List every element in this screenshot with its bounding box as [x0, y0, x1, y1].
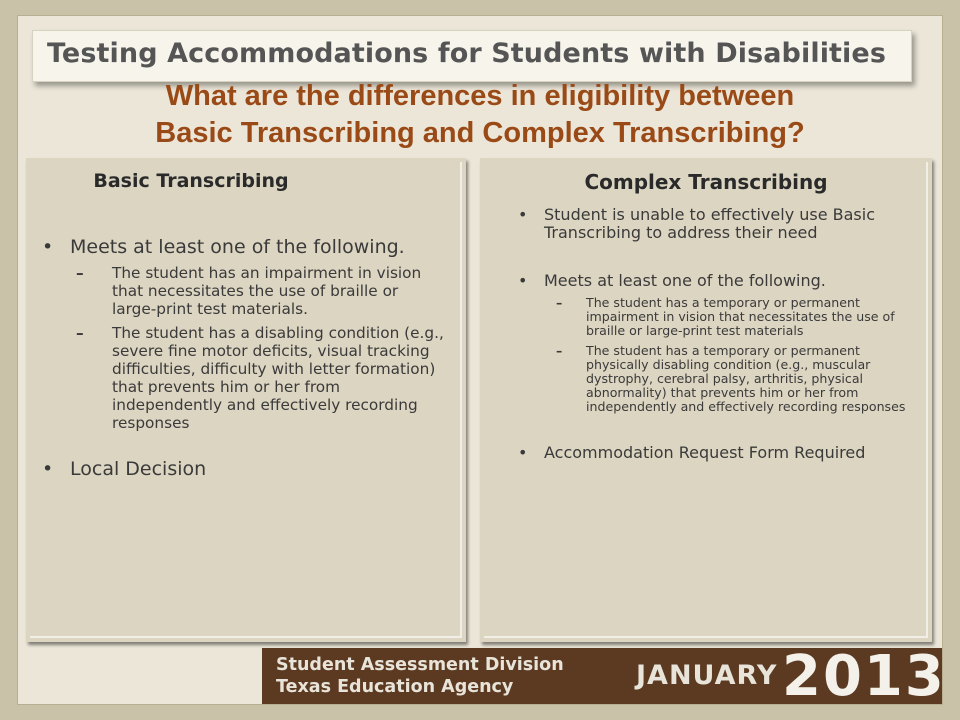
question-line-1: What are the differences in eligibility between — [165, 80, 795, 112]
basic-bullet-2: • Local Decision — [70, 458, 450, 480]
basic-sub-item-1: – The student has an impairment in vision that necessitates the use of braille or large-print test materials. — [112, 264, 444, 318]
basic-sub-list — [112, 264, 444, 432]
footer-year: 2013 — [782, 644, 946, 709]
footer-month: JANUARY — [636, 660, 778, 691]
slide — [18, 16, 946, 709]
basic-bullet-list — [70, 236, 450, 480]
agency-division: Student Assessment Division — [276, 655, 564, 675]
basic-heading: Basic Transcribing — [93, 170, 289, 192]
agency-block — [276, 654, 564, 698]
complex-sub-item-1: – The student has a temporary or permanent impairment in vision that necessitates the use of braille or large-print test materials — [586, 296, 910, 338]
complex-bullet-list — [544, 206, 916, 462]
complex-transcribing-panel — [480, 158, 932, 642]
footer-banner — [262, 644, 946, 709]
complex-sub-list — [586, 296, 910, 414]
complex-heading: Complex Transcribing — [584, 170, 828, 194]
question-heading — [18, 78, 942, 152]
complex-bullet-2: Meets at least one of the following. — [544, 271, 826, 290]
question-line-2: Basic Transcribing and Complex Transcribing? — [155, 117, 805, 149]
basic-sub-item-2: – The student has a disabling condition (e.g., severe fine motor deficits, visual tracking difficulties, difficulty with letter formation) that prevents him or her from independently and effectively recording responses — [112, 324, 444, 432]
list-item — [544, 272, 916, 414]
slide-title: Testing Accommodations for Students with Disabilities — [47, 38, 886, 69]
list-item — [70, 236, 450, 432]
complex-bullet-3: • Accommodation Request Form Required — [544, 444, 916, 462]
complex-bullet-1: • Student is unable to effectively use Basic Transcribing to address their need — [544, 206, 916, 242]
complex-sub-item-2: – The student has a temporary or permanent physically disabling condition (e.g., muscular dystrophy, cerebral palsy, arthritis, physical abnormality) that prevents him or her from independently and effectively recording responses — [586, 344, 910, 414]
basic-transcribing-panel — [26, 158, 466, 642]
basic-bullet-1: Meets at least one of the following. — [70, 236, 405, 258]
agency-name: Texas Education Agency — [276, 677, 514, 697]
title-banner — [32, 30, 912, 82]
